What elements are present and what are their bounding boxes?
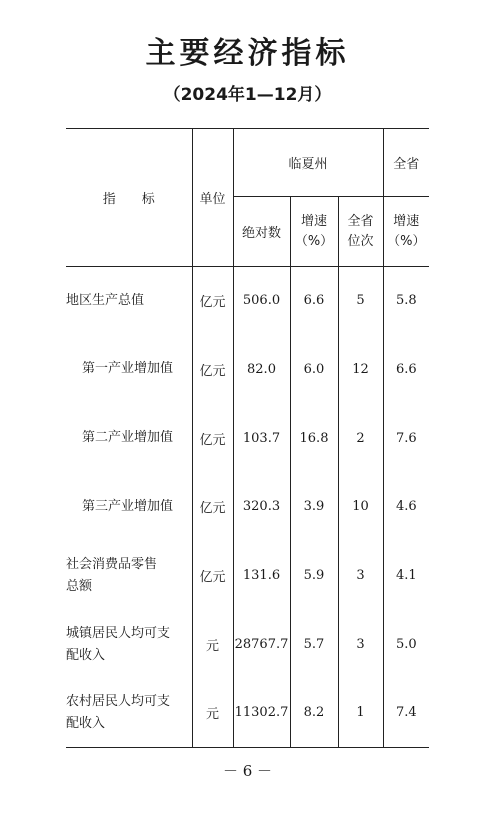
row-abs: 506.0 xyxy=(233,267,290,335)
row-name-line1: 农村居民人均可支 xyxy=(66,693,171,709)
header-rank-line1: 全省 xyxy=(347,213,374,229)
header-rank-line2: 位次 xyxy=(347,233,374,249)
table-row xyxy=(66,267,429,335)
row-name: 第一产业增加值 xyxy=(66,335,192,404)
header-indicator: 指 标 xyxy=(66,129,192,267)
row-abs: 11302.7 xyxy=(233,679,290,748)
row-unit: 亿元 xyxy=(192,473,233,541)
row-rank: 2 xyxy=(338,404,383,473)
row-prov-growth: 5.0 xyxy=(395,637,417,652)
row-rank: 1 xyxy=(338,679,383,748)
row-name-line2: 配收入 xyxy=(66,715,106,731)
row-name: 第二产业增加值 xyxy=(66,404,192,473)
table-row xyxy=(66,473,429,541)
row-name: 地区生产总值 xyxy=(66,267,192,335)
row-growth: 16.8 xyxy=(290,404,338,473)
header-province: 全省 xyxy=(383,129,429,197)
header-prov-growth-line2: （%） xyxy=(387,233,426,249)
row-rank: 3 xyxy=(338,541,383,611)
header-absolute: 绝对数 xyxy=(233,197,290,267)
header-growth-line2: （%） xyxy=(294,233,334,249)
table-row xyxy=(66,679,429,748)
row-name: 第三产业增加值 xyxy=(66,473,192,541)
row-name-line2: 总额 xyxy=(66,578,93,594)
row-unit: 亿元 xyxy=(192,267,233,335)
header-unit: 单位 xyxy=(192,129,233,267)
row-growth: 5.7 xyxy=(290,611,338,679)
table-row xyxy=(66,404,429,473)
table-row xyxy=(66,335,429,404)
row-unit: 元 xyxy=(192,679,233,748)
row-rank: 3 xyxy=(338,611,383,679)
row-abs: 320.3 xyxy=(233,473,290,541)
page-subtitle: （2024年1—12月） xyxy=(163,85,332,105)
header-growth xyxy=(290,197,338,267)
row-name-line2: 配收入 xyxy=(66,647,106,663)
row-abs: 82.0 xyxy=(233,335,290,404)
row-unit: 亿元 xyxy=(192,404,233,473)
row-abs: 103.7 xyxy=(233,404,290,473)
row-prov-growth: 4.1 xyxy=(395,568,417,583)
header-prov-growth-line1: 增速 xyxy=(393,213,420,229)
table-row xyxy=(66,611,429,679)
row-name-line1: 城镇居民人均可支 xyxy=(66,625,171,641)
header-rank xyxy=(338,197,383,267)
row-growth: 8.2 xyxy=(290,679,338,748)
row-rank: 12 xyxy=(338,335,383,404)
row-prov-growth: 5.8 xyxy=(395,293,417,309)
row-rank: 10 xyxy=(338,473,383,541)
economic-indicators-table xyxy=(66,128,429,748)
row-unit: 元 xyxy=(192,611,233,679)
header-growth-line1: 增速 xyxy=(300,213,327,229)
row-unit: 亿元 xyxy=(192,541,233,611)
row-name xyxy=(66,611,192,679)
page-title: 主要经济指标 xyxy=(145,36,350,71)
row-prov-growth: 7.4 xyxy=(395,705,417,721)
header-prov-growth xyxy=(383,197,429,267)
row-prov-growth: 6.6 xyxy=(395,361,417,377)
row-name xyxy=(66,541,192,611)
row-growth: 5.9 xyxy=(290,541,338,611)
row-name-line1: 社会消费品零售 xyxy=(66,556,158,572)
row-growth: 3.9 xyxy=(290,473,338,541)
header-region: 临夏州 xyxy=(233,129,383,197)
row-name xyxy=(66,679,192,748)
row-prov-growth: 4.6 xyxy=(395,499,417,514)
row-growth: 6.0 xyxy=(290,335,338,404)
row-abs: 28767.7 xyxy=(233,611,290,679)
row-prov-growth: 7.6 xyxy=(395,430,417,446)
row-rank: 5 xyxy=(338,267,383,335)
row-growth: 6.6 xyxy=(290,267,338,335)
table-row xyxy=(66,541,429,611)
row-abs: 131.6 xyxy=(233,541,290,611)
row-unit: 亿元 xyxy=(192,335,233,404)
page-number: － 6 － xyxy=(222,762,273,780)
